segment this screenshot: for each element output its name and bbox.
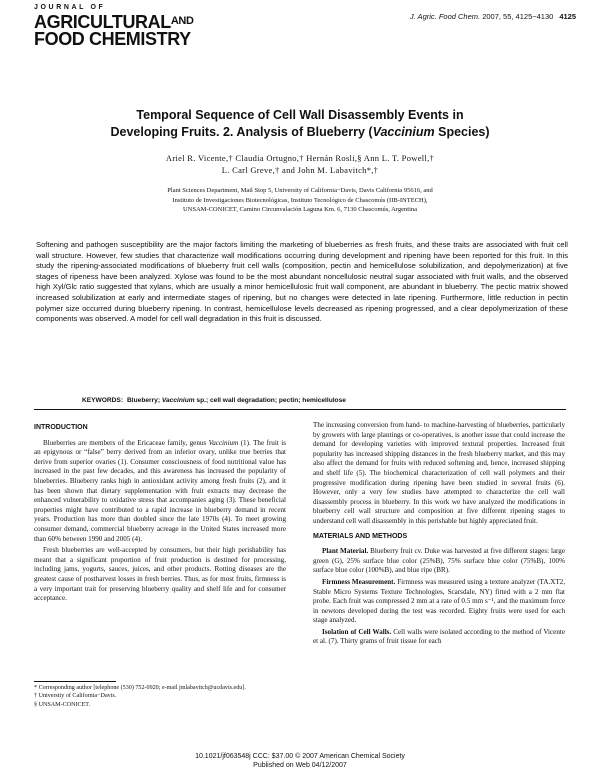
- keywords-pre: Blueberry;: [127, 397, 162, 404]
- affiliation-line-1: Plant Sciences Department, Mail Stop 5, University of California−Davis, Davis California 95616, and: [167, 187, 433, 194]
- isolation-text: Cell walls were isolated according to the method of Vicente et al. (7). Thirty grams of fruit tissue for each: [313, 627, 565, 646]
- logo-word-agricultural: AGRICULTURAL: [34, 12, 171, 32]
- left-column: [34, 421, 286, 606]
- methods-heading: MATERIALS AND METHODS: [313, 532, 408, 540]
- published-line: Published on Web 04/12/2007: [253, 762, 347, 769]
- intro-paragraph-3: The increasing conversion from hand- to machine-harvesting of blueberries, particularly by growers with large plantings or co-operatives, is another issue that could increase the demand for developing varieties with improved textural properties. Increased fruit popularity has increased shipping distances in the fresh blueberry market, and this may also affect the demand for fruits with reduced softening and, hence, increased shipping and shelf life (5). The biochemical characterization of cell wall polymers and their progressive modification during ripening have been studied in several fruits (6). However, only a very few studies have attempted to characterize the cell wall disassembly process in blueberry. In this work we have analyzed the modifications in blueberry cell wall structure and composition at five different ripening stages to understand cell wall disassembly in this perishable but highly appreciated fruit.: [313, 421, 565, 525]
- affiliation-line-3: UNSAM-CONICET, Camino Circunvalación Laguna Km. 6, 7130 Chascomús, Argentina: [182, 206, 418, 213]
- section-divider: [34, 409, 566, 410]
- keywords: [82, 397, 562, 404]
- right-column: [313, 421, 565, 649]
- journal-logo-line2: FOOD CHEMISTRY: [34, 29, 191, 49]
- firmness-paragraph: [313, 578, 565, 626]
- footnote-affiliation-2: § UNSAM-CONICET.: [34, 701, 91, 708]
- intro-p1-b: (1). The fruit is an epigynous or “false” berry derived from an inferior ovary, unlike true berries that derive from superior ovaries (1). Consumer consciousness of food nutritional value has increased in the past few decades, and this awareness has increased the popularity of blueberries. Blueberry ranks high in antioxidant activity among fresh fruits (2), and it has been shown that dietary supplementation with fruit extracts may decrease the enhanced vulnerability to oxidative stress that accompanies aging (3). These beneficial properties might have contributed to a rapid increase in blueberry demand in recent years. Production has more than doubled since the late 1970s (4). To meet growing consumer demand, commercial blueberry acreage in the United States increased more than 60% between 1990 and 2005 (4).: [34, 438, 286, 543]
- title-line-2-pre: Developing Fruits. 2. Analysis of Blueberry (: [110, 125, 373, 139]
- title-line-1: Temporal Sequence of Cell Wall Disassembly Events in: [136, 108, 464, 122]
- intro-p1-a: Blueberries are members of the Ericaceae family, genus: [43, 438, 209, 447]
- plant-material-paragraph: [313, 547, 565, 576]
- intro-paragraph-2: Fresh blueberries are well-accepted by consumers, but their high perishability has meant that a significant proportion of fruit production is destined for processing, including jams, yogurts, sauces, juices, and other products. Rotting diseases are the greatest cause of postharvest losses in fresh berries. Thus, as for most fruits, firmness is a very important trait for preserving blueberry quality and shelf life and for consumer acceptance.: [34, 546, 286, 603]
- citation: [410, 12, 576, 21]
- isolation-title: Isolation of Cell Walls.: [322, 627, 392, 636]
- publication-info: [0, 752, 600, 770]
- citation-journal: J. Agric. Food Chem.: [409, 12, 481, 21]
- authors-line-1: Ariel R. Vicente,† Claudia Ortugno,† Hernán Rosli,§ Ann L. T. Powell,†: [165, 153, 435, 163]
- footnote-affiliation-1: † University of California−Davis.: [34, 693, 117, 700]
- firmness-title: Firmness Measurement.: [322, 577, 396, 586]
- intro-paragraph-1: [34, 439, 286, 545]
- journal-logo-top: JOURNAL OF: [34, 4, 106, 11]
- page-number: 4125: [559, 12, 576, 21]
- footnote-corresponding-author: * Corresponding author [telephone (530) 752-0920; e-mail jmlabavitch@ucdavis.edu].: [34, 685, 246, 691]
- doi-line: 10.1021/jf063548j CCC: $37.00 © 2007 American Chemical Society: [195, 753, 405, 760]
- author-list: [60, 152, 540, 176]
- affiliations: [90, 186, 510, 215]
- firmness-text: Firmness was measured using a texture analyzer (TA.XT2, Stable Micro Systems Texture Technologies, Scarsdale, NY) fitted with a 2 mm flat probe. Each fruit was compressed 2 mm at a rate of 0.5 mm s⁻¹, and the maximum force in newtons developed during the test was recorded. Eighty fruits were used for each stage analyzed.: [313, 577, 565, 625]
- isolation-paragraph: [313, 628, 565, 647]
- affiliation-line-2: Instituto de Investigaciones Biotecnológicas, Instituto Tecnológico de Chascomús (IIB-INTECH),: [172, 196, 428, 204]
- footnotes: [34, 684, 286, 709]
- introduction-heading: INTRODUCTION: [34, 424, 88, 431]
- plant-material-text: Blueberry fruit cv. Duke was harvested at five different stages: large green (G), 25% surface blue color (25%B), 75% surface blue color (75%B), 100% surface blue color (100%B), and blue ripe (BR).: [313, 547, 565, 575]
- footnote-divider: [34, 681, 116, 682]
- keywords-label: KEYWORDS:: [82, 397, 124, 404]
- title-line-2-post: Species): [434, 125, 490, 139]
- logo-word-and: AND: [170, 15, 194, 27]
- article-title: [40, 107, 560, 141]
- citation-volume-pages: 2007, 55, 4125−4130: [482, 12, 554, 21]
- authors-line-2: L. Carl Greve,† and John M. Labavitch*,†: [221, 165, 379, 175]
- title-line-2: [40, 124, 560, 141]
- keywords-post: sp.; cell wall degradation; pectin; hemicellulose: [194, 397, 346, 404]
- abstract: Softening and pathogen susceptibility are the major factors limiting the marketing of blueberries as fresh fruits, and these traits are associated with fruit cell wall structure. However, few studies that characterize wall modifications occurring during development and ripening have been reported for this fruit. In this study the ripening-associated modifications of blueberry fruit cell walls (composition, pectin and hemicellulose solubilization, and depolymerization) at five stages of ripeness have been analyzed. Xylose was found to be the most abundant noncellulosic neutral sugar associated with fruit walls, and the observed high Xyl/Glc ratio suggested that xylans, which are usually a minor hemicellulosic fruit wall component, are abundant in blueberry. The pectic matrix showed increased solubilization at early and intermediate stages of ripening, but no changes were detected in late ripening. Furthermore, little reduction in pectin polymer size occurred during blueberry ripening. In contrast, hemicellulose levels decreased as ripening progressed, and a clear depolymerization of these components was observed. A model for cell wall degradation in this fruit is discussed.: [36, 240, 568, 324]
- intro-p1-italic: Vaccinium: [208, 438, 239, 447]
- keywords-italic: Vaccinium: [161, 397, 195, 404]
- plant-material-title: Plant Material.: [322, 547, 369, 556]
- title-line-2-italic: Vaccinium: [372, 125, 435, 139]
